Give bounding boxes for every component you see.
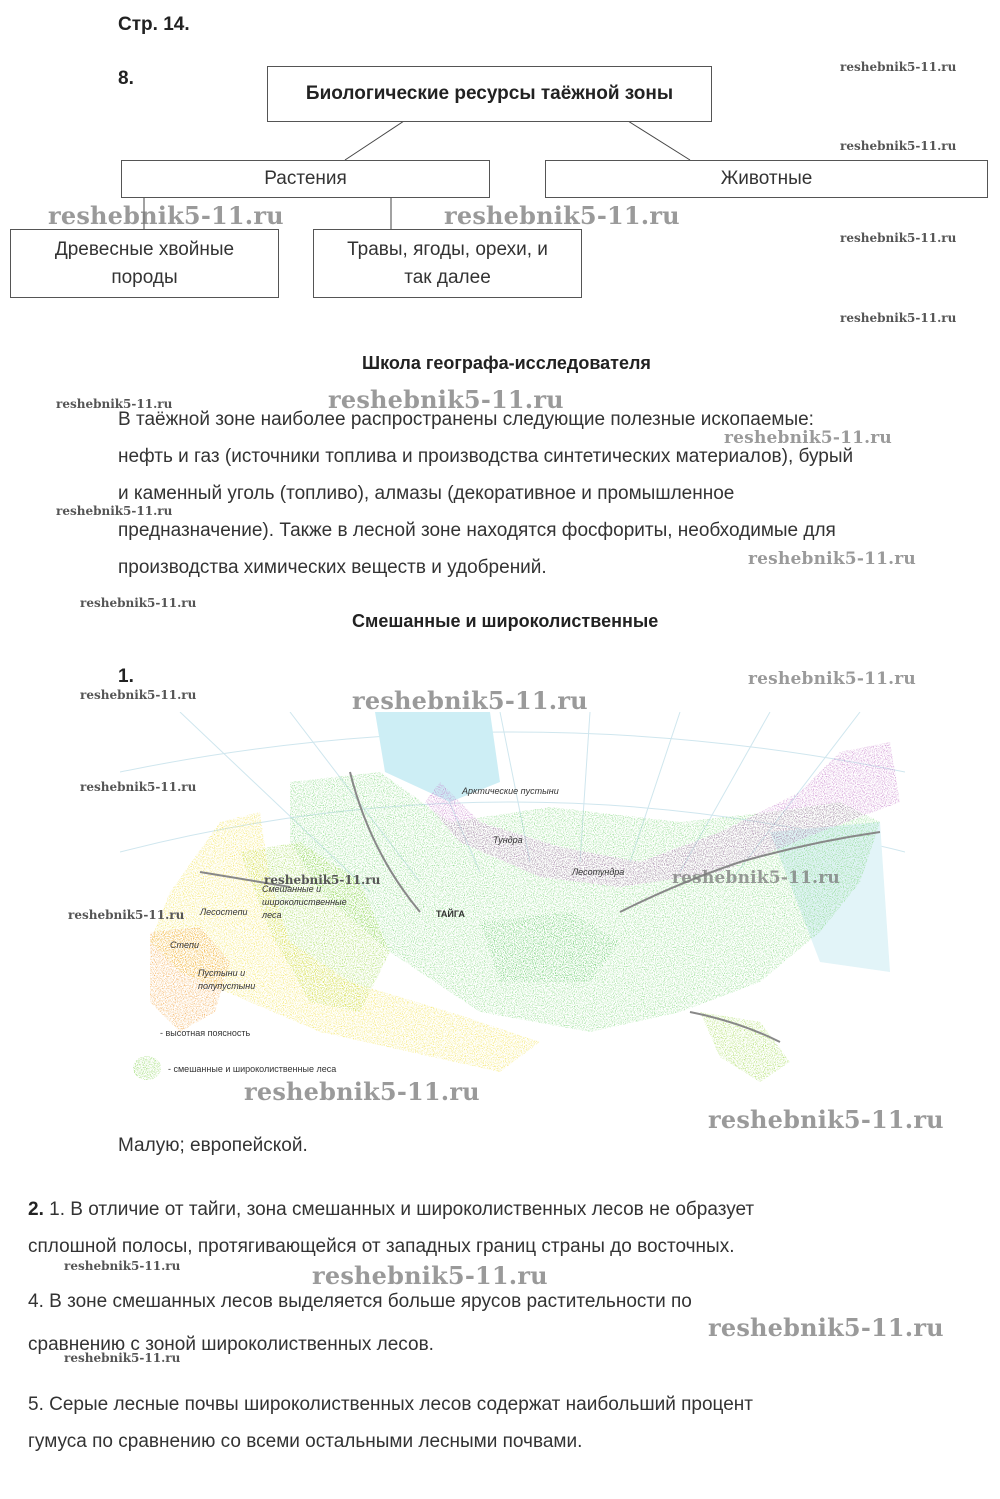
watermark: reshebnik5-11.ru (840, 60, 957, 74)
school-title: Школа географа-исследователя (362, 353, 651, 373)
conifers-line-2: породы (111, 266, 178, 288)
school-line-3: и каменный уголь (топливо), алмазы (декоративное и промышленное (118, 483, 735, 504)
mixed-title: Смешанные и широколиственные (352, 611, 659, 631)
watermark: reshebnik5-11.ru (840, 311, 957, 325)
page-label: Стр. 14. (118, 14, 190, 35)
school-line-2: нефть и газ (источники топлива и производства синтетических материалов), бурый (118, 446, 854, 467)
watermark: reshebnik5-11.ru (264, 873, 381, 887)
watermark: reshebnik5-11.ru (724, 428, 892, 448)
task-2-item-5 (28, 1386, 753, 1460)
watermark: reshebnik5-11.ru (672, 868, 840, 888)
watermark: reshebnik5-11.ru (840, 231, 957, 245)
conifers-node (10, 229, 279, 298)
school-line-5: производства химических веществ и удобрений. (118, 557, 547, 578)
label-mixed-3: леса (262, 910, 282, 920)
animals-node-label: Животные (720, 168, 813, 189)
watermark: reshebnik5-11.ru (312, 1261, 548, 1290)
label-desert-2: полупустыни (198, 981, 256, 991)
mixed-task-number: 1. (118, 666, 134, 687)
legend-mixed-swatch (133, 1056, 161, 1080)
legend-mixed: - смешанные и широколиственные леса (168, 1064, 337, 1074)
label-forest-steppe: Лесостепи (200, 907, 248, 917)
watermark: reshebnik5-11.ru (840, 139, 957, 153)
school-line-1: В таёжной зоне наиболее распространены следующие полезные ископаемые: (118, 409, 814, 430)
task-2-item-4-b: сравнению с зоной широколиственных лесов. (28, 1334, 434, 1355)
watermark: reshebnik5-11.ru (68, 908, 185, 922)
school-line-4: предназначение). Также в лесной зоне находятся фосфориты, необходимые для (118, 520, 836, 541)
watermark: reshebnik5-11.ru (80, 780, 197, 794)
label-taiga: ТАЙГА (436, 909, 465, 919)
watermark: reshebnik5-11.ru (444, 201, 680, 230)
label-forest-tundra: Лесотундра (572, 867, 625, 877)
root-node-label: Биологические ресурсы таёжной зоны (305, 83, 674, 104)
watermark: reshebnik5-11.ru (748, 669, 916, 689)
task-2-item-4-a: 4. В зоне смешанных лесов выделяется больше ярусов растительности по (28, 1291, 692, 1312)
watermark: reshebnik5-11.ru (748, 549, 916, 569)
label-arctic: Арктические пустыни (462, 786, 559, 796)
watermark: reshebnik5-11.ru (80, 596, 197, 610)
herbs-line-2: так далее (404, 266, 491, 288)
watermark: reshebnik5-11.ru (56, 397, 173, 411)
label-desert-1: Пустыни и (198, 968, 246, 978)
label-mixed-1: Смешанные и (262, 884, 322, 894)
task-8-number: 8. (118, 68, 134, 89)
watermark: reshebnik5-11.ru (64, 1351, 181, 1365)
task-2-item-5-b: гумуса по сравнению со всеми остальными лесными почвами. (28, 1431, 583, 1452)
label-steppe: Степи (170, 940, 199, 950)
root-node (267, 66, 712, 122)
task-2-item-5-a: 5. Серые лесные почвы широколиственных лесов содержат наибольший процент (28, 1394, 753, 1415)
legend-altitude: - высотная поясность (160, 1028, 251, 1038)
herbs-node (313, 229, 582, 298)
label-tundra: Тундра (493, 835, 523, 845)
herbs-line-1: Травы, ягоды, орехи, и (347, 238, 548, 260)
task-2-line-1 (28, 1191, 754, 1228)
task-2-item-1-a: 1. В отличие от тайги, зона смешанных и широколиственных лесов не образует (43, 1199, 755, 1220)
task-2 (28, 1191, 754, 1265)
task-2-number: 2. (28, 1199, 44, 1220)
vegetation-zones-map (120, 712, 905, 1107)
task-2-line-2: сплошной полосы, протягивающейся от западных границ страны до восточных. (28, 1236, 735, 1257)
watermark: reshebnik5-11.ru (244, 1077, 480, 1106)
watermark: reshebnik5-11.ru (48, 201, 284, 230)
watermark: reshebnik5-11.ru (352, 686, 588, 715)
label-mixed-2: широколиственные (262, 897, 347, 907)
plants-node-label: Растения (264, 168, 347, 189)
conifers-line-1: Древесные хвойные (54, 238, 235, 260)
plants-node (121, 160, 490, 198)
mixed-answer: Малую; европейской. (118, 1135, 308, 1156)
watermark: reshebnik5-11.ru (708, 1105, 944, 1134)
watermark: reshebnik5-11.ru (56, 504, 173, 518)
watermark: reshebnik5-11.ru (328, 385, 564, 414)
watermark: reshebnik5-11.ru (64, 1259, 181, 1273)
connector-root-plants (345, 121, 404, 160)
watermark: reshebnik5-11.ru (80, 688, 197, 702)
connector-root-animals (628, 121, 690, 160)
watermark: reshebnik5-11.ru (708, 1313, 944, 1342)
animals-node (545, 160, 988, 198)
